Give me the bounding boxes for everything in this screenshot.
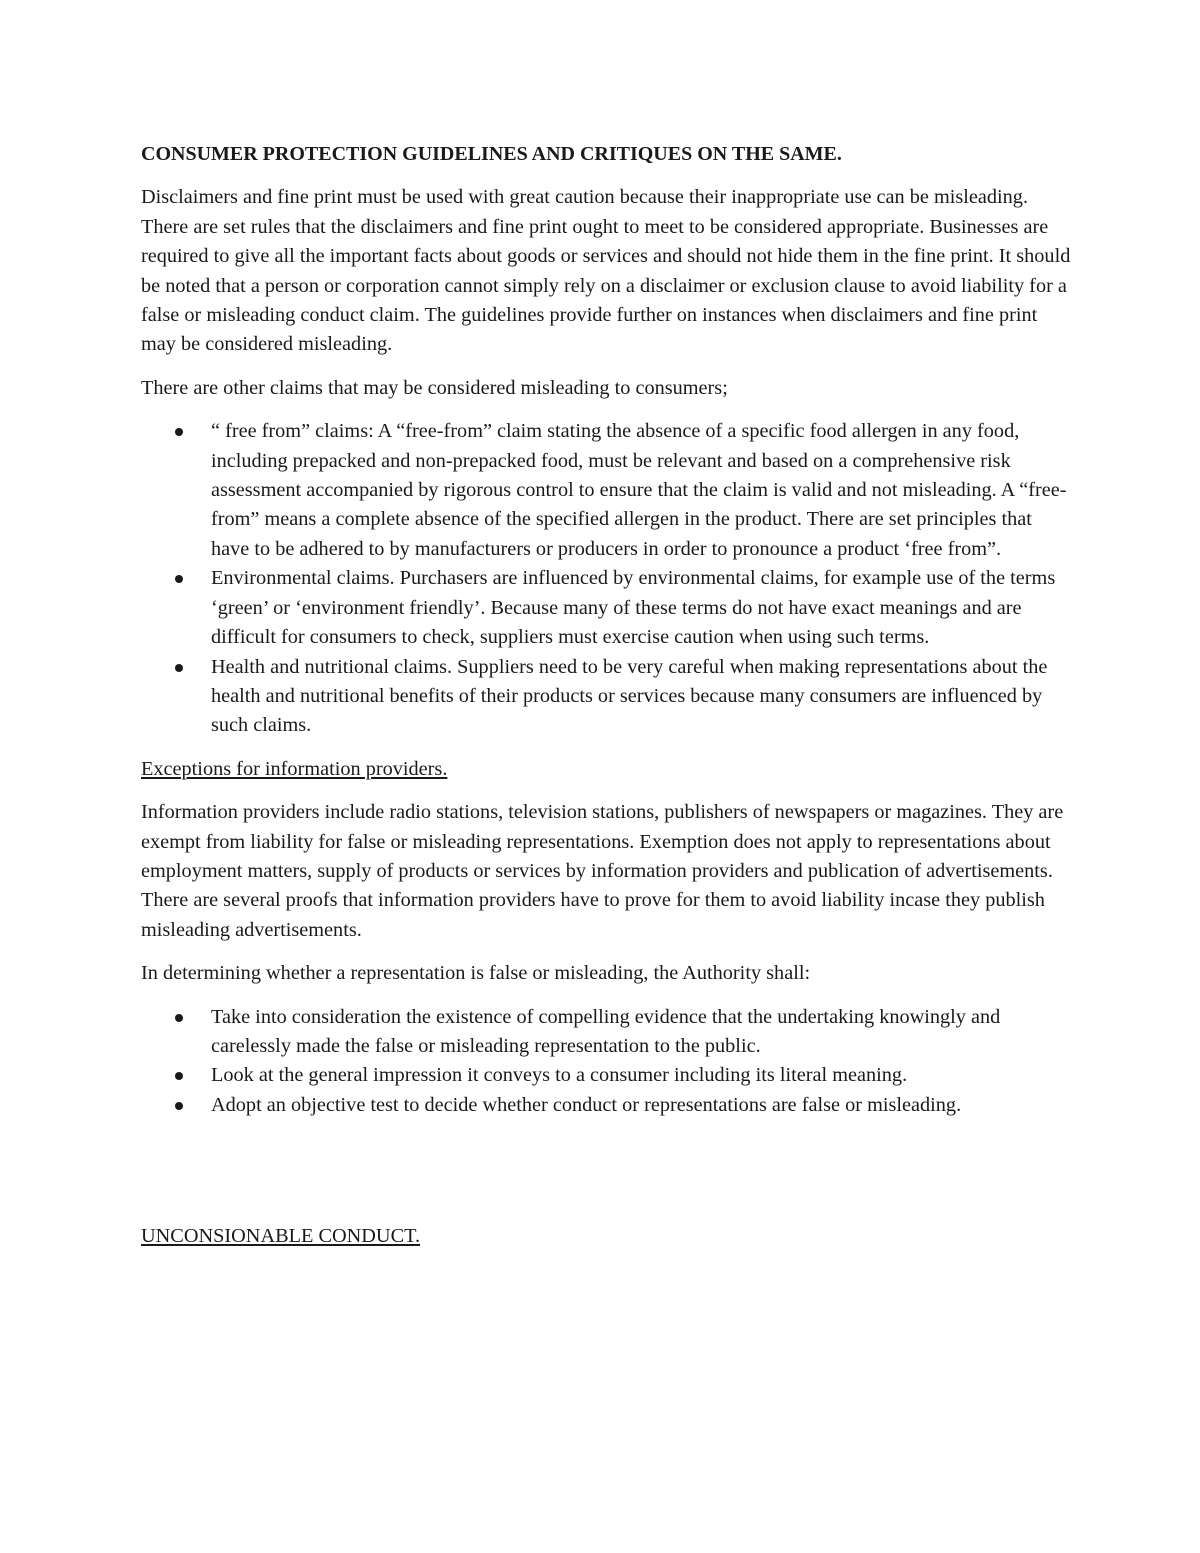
- list-item-text: Environmental claims. Purchasers are influenced by environmental claims, for example use of the terms ‘green’ or ‘environment friendly’. Because many of these terms do not have exact meanings and are difficult for consumers to check, suppliers must exercise caution when using such terms.: [211, 567, 1056, 649]
- bullet-icon: [175, 428, 183, 436]
- other-claims-intro: There are other claims that may be considered misleading to consumers;: [141, 376, 728, 399]
- claims-list: [141, 417, 1071, 740]
- list-item: [141, 564, 1071, 652]
- bullet-icon: [175, 1072, 183, 1080]
- authority-intro: In determining whether a representation is false or misleading, the Authority shall:: [141, 962, 811, 985]
- list-item-text: Adopt an objective test to decide whether conduct or representations are false or misleading.: [211, 1093, 962, 1116]
- bullet-icon: [175, 575, 183, 583]
- information-providers-paragraph: Information providers include radio stations, television stations, publishers of newspapers or magazines. They are exempt from liability for false or misleading representations. Exemption does not apply to representations about employment matters, supply of products or services by information providers and publication of advertisements. There are several proofs that information providers have to prove for them to avoid liability incase they publish misleading advertisements.: [141, 801, 1064, 941]
- authority-list: [141, 1003, 1071, 1121]
- bullet-icon: [175, 664, 183, 672]
- unconscionable-heading: UNCONSIONABLE CONDUCT.: [141, 1225, 421, 1248]
- list-item-text: “ free from” claims: A “free-from” claim stating the absence of a specific food allergen in any food, including prepacked and non-prepacked food, must be relevant and based on a comprehensive risk assessment accompanied by rigorous control to ensure that the claim is valid and not misleading. A “free-from” means a complete absence of the specified allergen in the product. There are set principles that have to be adhered to by manufacturers or producers in order to pronounce a product ‘free from”.: [211, 420, 1067, 560]
- list-item-text: Health and nutritional claims. Suppliers need to be very careful when making representations about the health and nutritional benefits of their products or services because many consumers are influenced by such claims.: [211, 655, 1048, 737]
- list-item: [141, 1061, 1071, 1090]
- disclaimers-paragraph: Disclaimers and fine print must be used with great caution because their inappropriate use can be misleading. There are set rules that the disclaimers and fine print ought to meet to be considered appropriate. Businesses are required to give all the important facts about goods or services and should not hide them in the fine print. It should be noted that a person or corporation cannot simply rely on a disclaimer or exclusion clause to avoid liability for a false or misleading conduct claim. The guidelines provide further on instances when disclaimers and fine print may be considered misleading.: [141, 186, 1071, 356]
- bullet-icon: [175, 1014, 183, 1022]
- bullet-icon: [175, 1102, 183, 1110]
- list-item: [141, 417, 1071, 564]
- blank-space: [141, 1134, 1071, 1222]
- list-item-text: Take into consideration the existence of compelling evidence that the undertaking knowingly and carelessly made the false or misleading representation to the public.: [211, 1005, 1001, 1057]
- list-item-text: Look at the general impression it conveys to a consumer including its literal meaning.: [211, 1064, 908, 1087]
- exceptions-heading: Exceptions for information providers.: [141, 757, 448, 780]
- list-item: [141, 1091, 1071, 1120]
- document-title: CONSUMER PROTECTION GUIDELINES AND CRITIQUES ON THE SAME.: [141, 143, 842, 165]
- document-page: [141, 140, 1071, 1266]
- list-item: [141, 653, 1071, 741]
- list-item: [141, 1003, 1071, 1062]
